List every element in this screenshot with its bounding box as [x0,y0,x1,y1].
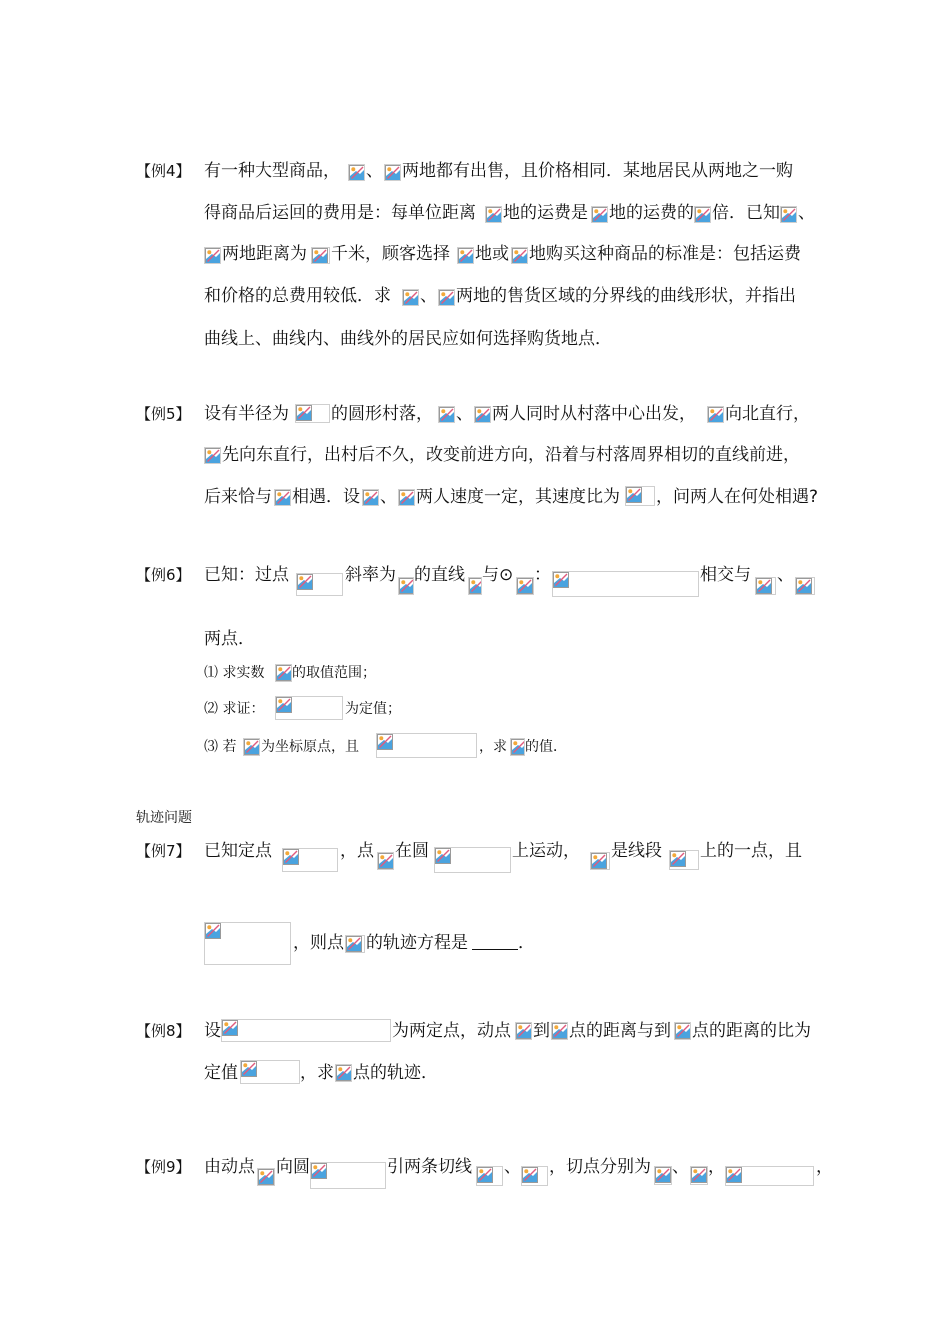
text: 地的运费的 [609,203,694,223]
text: 到 [533,1021,550,1041]
text: 地或 [475,244,509,264]
broken-image-icon [205,248,221,264]
formula-image [511,247,528,264]
formula-image [438,406,455,423]
text: ，则点 [293,933,344,953]
broken-image-icon [675,1023,691,1039]
text: 、 [504,1157,521,1177]
formula-image [510,738,525,756]
text: 千米，顾客选择 [331,244,450,264]
text: 地的运费是 [503,203,588,223]
text: 先向东直行，出村后不久，改变前进方向，沿着与村落周界相切的直线前进， [222,445,800,465]
text: 相交与 [700,565,751,585]
text: ． [518,933,535,953]
text: 设有半径为 [204,404,289,424]
answer-blank [472,933,518,955]
formula-image [485,206,502,223]
formula-image [376,733,477,758]
broken-image-icon [399,490,415,506]
example-label: 【例7】 [136,842,191,860]
formula-image [221,1019,391,1042]
broken-image-icon [276,697,292,713]
text: ，问两人在何处相遇? [656,487,819,507]
formula-image [591,206,608,223]
formula-image [240,1060,300,1084]
formula-image [204,247,221,264]
text: 两人同时从村落中心出发， [492,404,696,424]
example-label: 【例4】 [136,162,191,180]
broken-image-icon [241,1061,257,1077]
formula-image [274,489,291,506]
text: 向北直行， [725,404,810,424]
formula-image [654,1166,672,1185]
question-text: ⑶ 若 [204,739,237,755]
broken-image-icon [708,407,724,423]
text: 两人速度一定，其速度比为 [416,487,620,507]
formula-image [755,577,776,595]
broken-image-icon [781,207,797,223]
text: 的轨迹方程是 [366,933,468,953]
formula-image [515,1022,532,1040]
broken-image-icon [296,405,312,421]
formula-image [725,1166,814,1186]
formula-image [275,696,343,720]
text: 、 [777,565,794,585]
formula-image [516,577,534,595]
text: 由动点 [204,1157,255,1177]
text: 引两条切线 [387,1157,472,1177]
text: 已知定点 [204,841,272,861]
formula-image [204,447,221,464]
broken-image-icon [276,665,292,681]
broken-image-icon [275,490,291,506]
text: 、 [380,487,397,507]
text: 倍．已知 [712,203,780,223]
broken-image-icon [205,448,221,464]
broken-image-icon [399,578,414,594]
broken-image-icon [517,578,533,594]
formula-image [348,164,365,181]
formula-image [296,573,343,596]
formula-image [795,577,815,595]
broken-image-icon [258,1169,274,1185]
text: 向圆 [276,1157,310,1177]
formula-image [521,1166,548,1186]
formula-image [474,406,491,423]
broken-image-icon [349,165,365,181]
broken-image-icon [378,853,394,869]
text: 点的距离与到 [569,1021,671,1041]
broken-image-icon [385,165,401,181]
section-heading: 轨迹问题 [136,810,192,826]
text: 有一种大型商品， [204,161,340,181]
formula-image [311,247,330,264]
text: 两地都有出售，且价格相同．某地居民从两地之一购 [402,161,793,181]
broken-image-icon [552,1023,568,1039]
text: ，求 [300,1063,334,1083]
text: 是线段 [611,841,662,861]
text: 得商品后运回的费用是：每单位距离 [204,203,476,223]
text: 曲线上、曲线内、曲线外的居民应如何选择购货地点． [204,329,612,349]
broken-image-icon [796,578,812,594]
text: 的圆形村落， [331,404,433,424]
text: 和价格的总费用较低．求 [204,286,391,306]
formula-image [552,571,699,597]
text: 与⊙ [482,565,514,585]
formula-image [690,1166,708,1185]
question-text: 的取值范围； [292,665,376,681]
text: 点的距离的比为 [692,1021,811,1041]
broken-image-icon [311,1163,327,1179]
formula-image [398,577,414,595]
text: ，切点分别为 [549,1157,651,1177]
text: 地购买这种商品的标准是：包括运费 [529,244,801,264]
question-text: 为坐标原点，且 [261,739,359,755]
broken-image-icon [477,1167,493,1183]
formula-image [257,1168,275,1186]
broken-image-icon [439,290,455,306]
broken-image-icon [695,207,711,223]
formula-image [335,1064,352,1082]
text: 的直线 [414,565,465,585]
broken-image-icon [222,1020,238,1036]
text: ， [816,1157,833,1177]
broken-image-icon [435,848,451,864]
formula-image [694,206,711,223]
broken-image-icon [522,1167,538,1183]
text: ： [534,565,551,585]
text: 后来恰与 [204,487,272,507]
broken-image-icon [670,851,686,867]
broken-image-icon [363,490,379,506]
formula-image [468,577,482,595]
broken-image-icon [377,734,393,750]
formula-image [377,852,394,870]
broken-image-icon [655,1167,671,1183]
formula-image [345,935,365,953]
question-text: ，求 [479,739,507,755]
text: ，点 [340,841,374,861]
broken-image-icon [511,739,525,755]
text: 斜率为 [345,565,396,585]
text: 、 [798,203,815,223]
broken-image-icon [283,849,299,865]
broken-image-icon [553,572,569,588]
text: 在圆 [395,841,429,861]
broken-image-icon [486,207,502,223]
formula-image [243,738,260,756]
formula-image [590,852,610,870]
text: 为两定点，动点 [392,1021,511,1041]
formula-image [438,289,455,306]
broken-image-icon [626,487,642,503]
text: 定值 [204,1063,238,1083]
formula-image [204,922,291,965]
formula-image [457,247,474,264]
broken-image-icon [756,578,772,594]
text: 上运动， [512,841,580,861]
text: 、 [420,286,437,306]
text: 两点． [204,629,255,649]
broken-image-icon [591,853,607,869]
formula-image [275,664,292,682]
text: 点的轨迹． [353,1063,438,1083]
formula-image [402,289,419,306]
broken-image-icon [469,578,482,594]
broken-image-icon [726,1167,742,1183]
broken-image-icon [592,207,608,223]
question-text: 为定值； [345,701,401,717]
question-text: ⑵ 求证： [204,701,265,717]
broken-image-icon [516,1023,532,1039]
text: 、 [672,1157,689,1177]
example-label: 【例8】 [136,1022,191,1040]
text: 已知：过点 [204,565,289,585]
text: ， [708,1157,725,1177]
text: 两地距离为 [222,244,307,264]
text: 相遇．设 [292,487,360,507]
text: 、 [456,404,473,424]
broken-image-icon [205,923,221,939]
broken-image-icon [297,574,313,590]
formula-image [476,1166,503,1186]
formula-image [434,847,511,873]
broken-image-icon [458,248,474,264]
formula-image [362,489,379,506]
broken-image-icon [312,248,328,264]
formula-image [310,1162,386,1189]
example-label: 【例6】 [136,566,191,584]
text: 、 [366,161,383,181]
formula-image [780,206,797,223]
formula-image [625,486,655,506]
formula-image [384,164,401,181]
example-label: 【例5】 [136,405,191,423]
formula-image [669,850,699,870]
formula-image [707,406,724,423]
broken-image-icon [475,407,491,423]
broken-image-icon [336,1065,352,1081]
question-text: ⑴ 求实数 [204,665,265,681]
text: 上的一点，且 [700,841,802,861]
formula-image [282,848,338,872]
example-label: 【例9】 [136,1158,191,1176]
formula-image [295,404,330,423]
broken-image-icon [346,936,362,952]
formula-image [398,489,415,506]
question-text: 的值． [525,739,567,755]
broken-image-icon [691,1167,707,1183]
text: 两地的售货区域的分界线的曲线形状，并指出 [456,286,796,306]
formula-image [674,1022,691,1040]
formula-image [551,1022,568,1040]
broken-image-icon [439,407,455,423]
broken-image-icon [244,739,260,755]
text: 设 [204,1021,221,1041]
broken-image-icon [512,248,528,264]
broken-image-icon [403,290,419,306]
